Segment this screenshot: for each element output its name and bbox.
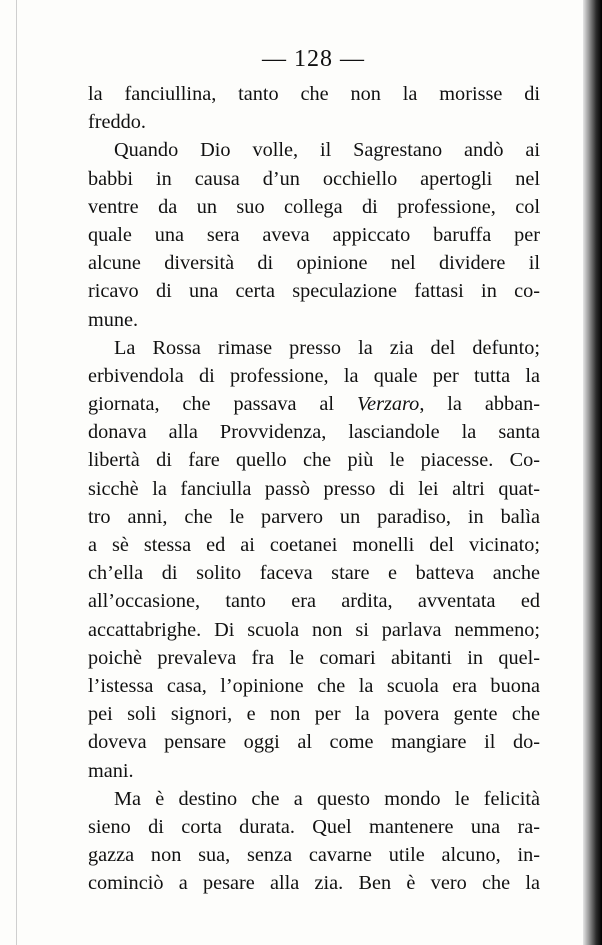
page-left-edge	[16, 0, 17, 945]
text-line: accattabrighe. Di scuola non si parlava nemmeno;	[88, 618, 540, 641]
text-line: sieno di corta durata. Quel mantenere una ra-	[88, 815, 540, 838]
text-line: alcune diversità di opinione nel dividere il	[88, 252, 540, 275]
text-line: ch’ella di solito faceva stare e batteva anche	[88, 562, 540, 585]
text-line: l’istessa casa, l’opinione che la scuola era buona	[88, 674, 540, 697]
text-line: erbivendola di professione, la quale per tutta la	[88, 364, 540, 387]
text-line: libertà di fare quello che più le piacesse. Co-	[88, 449, 540, 472]
text-line: gazza non sua, senza cavarne utile alcuno, in-	[88, 844, 540, 867]
text-line: babbi in causa d’un occhiello apertogli nel	[88, 167, 540, 190]
text-line: Quando Dio volle, il Sagrestano andò ai	[114, 139, 540, 162]
text-line: la fanciullina, tanto che non la morisse di	[88, 83, 540, 105]
book-binding-edge	[583, 0, 602, 945]
text-line: a sè stessa ed ai coetanei monelli del vicinato;	[88, 534, 540, 556]
text-line: donava alla Provvidenza, lasciandole la santa	[88, 421, 540, 444]
text-line: quale una sera aveva appiccato baruffa per	[88, 223, 540, 246]
text-line: sicchè la fanciulla passò presso di lei altri quat-	[88, 477, 540, 500]
text-line: tro anni, che le parvero un paradiso, in balìa	[88, 505, 540, 528]
text-line: ventre da un suo collega di professione, col	[88, 195, 540, 218]
text-line: mune.	[88, 308, 139, 331]
text-line: poichè prevaleva fra le comari abitanti in quel-	[88, 646, 540, 669]
text-line	[88, 390, 540, 418]
page-number: — 128 —	[262, 46, 365, 72]
text-line: Ma è destino che a questo mondo le felicità	[114, 787, 540, 810]
text-segment: giornata, che passava al	[88, 393, 357, 416]
text-line: mani.	[88, 759, 134, 782]
text-line: ricavo di una certa speculazione fattasi in co-	[88, 280, 540, 303]
place-name-italic: Verzaro	[356, 393, 420, 416]
body-text	[88, 80, 540, 897]
text-line: cominciò a pesare alla zia. Ben è vero che la	[88, 872, 540, 895]
text-line: all’occasione, tanto era ardita, avventata ed	[88, 590, 540, 613]
text-line: doveva pensare oggi al come mangiare il do-	[88, 731, 540, 754]
text-segment: , la abban-	[419, 393, 541, 416]
text-line: pei soli signori, e non per la povera gente che	[88, 703, 540, 726]
text-line: freddo.	[88, 111, 147, 134]
text-line: La Rossa rimase presso la zia del defunto;	[114, 336, 540, 359]
